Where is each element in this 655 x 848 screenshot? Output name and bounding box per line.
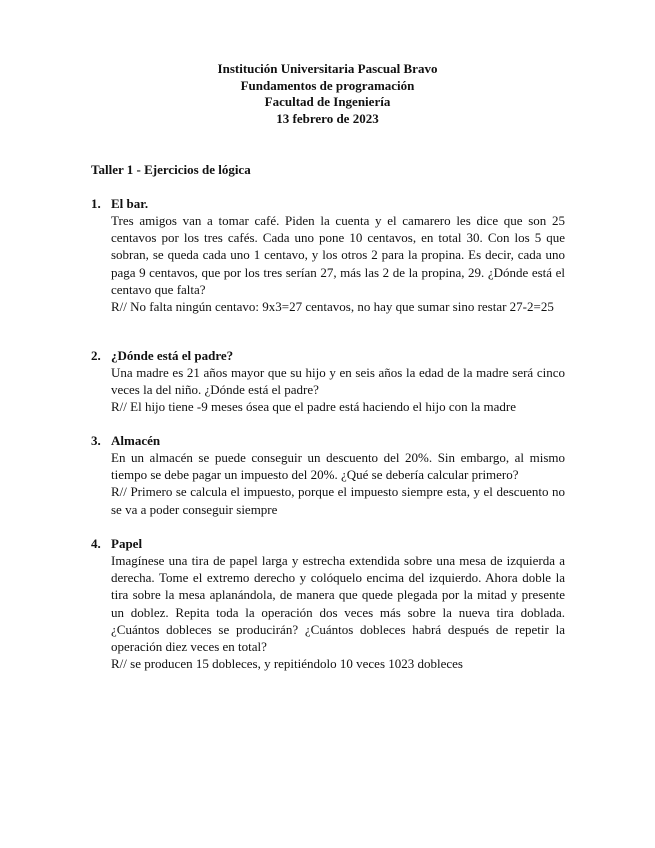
question-body <box>111 364 565 416</box>
document-date: 13 febrero de 2023 <box>276 110 379 126</box>
question-body <box>111 552 565 672</box>
question-answer: R// se producen 15 dobleces, y repitiéndolo 10 veces 1023 dobleces <box>111 656 463 672</box>
question-number: 3. <box>91 433 101 448</box>
question-number: 4. <box>91 536 101 551</box>
question-title: Almacén <box>111 433 161 448</box>
question-title: ¿Dónde está el padre? <box>111 348 234 363</box>
question-2 <box>91 347 565 419</box>
question-title: Papel <box>111 536 143 551</box>
faculty-name: Facultad de Ingeniería <box>264 94 391 109</box>
question-answer: R// No falta ningún centavo: 9x3=27 centavos, no hay que sumar sino restar 27-2=25 <box>111 299 554 315</box>
question-answer: R// El hijo tiene -9 meses ósea que el padre está haciendo el hijo con la madre <box>111 399 517 415</box>
question-number: 2. <box>91 348 101 363</box>
question-3 <box>91 432 565 522</box>
question-title: El bar. <box>111 196 149 211</box>
question-answer: R// Primero se calcula el impuesto, porque el impuesto siempre esta, y el descuento no se va a poder conseguir siempre <box>111 484 565 517</box>
course-name: Fundamentos de programación <box>240 77 415 93</box>
question-statement: En un almacén se puede conseguir un descuento del 20%. Sin embargo, al mismo tiempo se debe pagar un impuesto del 20%. ¿Qué se debería calcular primero? <box>111 450 565 483</box>
question-1 <box>91 195 565 335</box>
question-body <box>111 449 565 518</box>
question-4 <box>91 535 565 685</box>
institution-name: Institución Universitaria Pascual Bravo <box>217 61 438 76</box>
question-statement: Imagínese una tira de papel larga y estrecha extendida sobre una mesa de izquierda a derecha. Tome el extremo derecho y colóquelo encima del izquierdo. Ahora doble la tira sobre la mesa aplanándola, de manera que quede plegada por la mitad y presente un doblez. Repita toda la operación dos veces más sobre la nueva tira doblada. ¿Cuántos dobleces se producirán? ¿Cuántos dobleces habrá después de repetir la operación diez veces en total? <box>111 553 565 655</box>
question-statement: Una madre es 21 años mayor que su hijo y en seis años la edad de la madre será cinco veces la del niño. ¿Dónde está el padre? <box>111 365 565 398</box>
question-statement: Tres amigos van a tomar café. Piden la cuenta y el camarero les dice que son 25 centavos por los tres cafés. Cada uno pone 10 centavos, en total 30. Con los 5 que sobran, se queda cada uno 1 centavo, y los otros 2 para la propina. Es decir, cada uno paga 9 centavos, que por los tres serían 27, más las 2 de la propina, 29. ¿Dónde está el centavo que falta? <box>111 213 565 297</box>
question-body <box>111 212 565 315</box>
document-header <box>0 61 655 127</box>
question-number: 1. <box>91 196 101 211</box>
workshop-title: Taller 1 - Ejercicios de lógica <box>91 162 251 177</box>
